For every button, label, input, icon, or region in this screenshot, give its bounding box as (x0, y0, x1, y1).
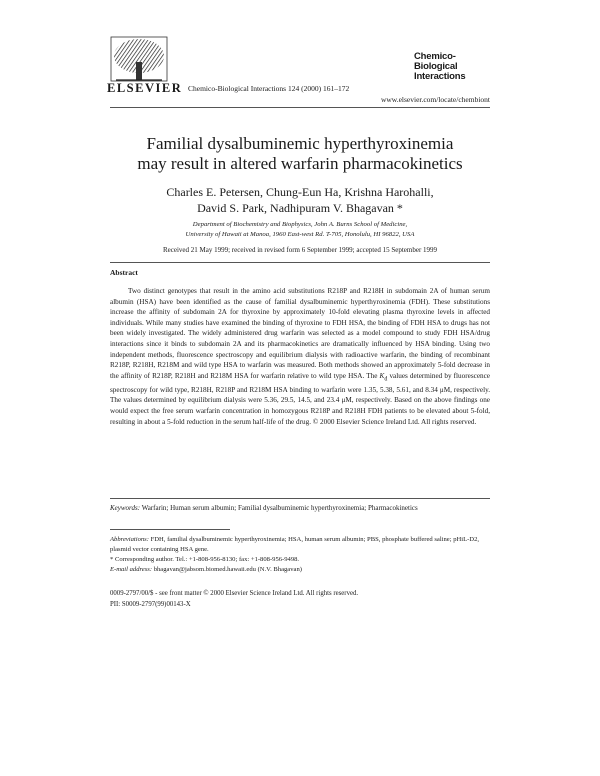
footnote-abbreviations (110, 535, 490, 555)
footnote-email (110, 565, 490, 575)
keywords (110, 503, 490, 514)
affiliation (110, 220, 490, 240)
title-line-2: may result in altered warfarin pharmacokinetics (137, 154, 463, 173)
footnotes (110, 535, 490, 575)
abstract-body (110, 286, 490, 427)
footer-issn: 0009-2797/00/$ - see front matter © 2000 Elsevier Science Ireland Ltd. All rights reserved. (110, 590, 359, 597)
affiliation-line-2: University of Hawaii at Manoa, 1960 East-west Rd. T-705, Honolulu, HI 96822, USA (185, 231, 415, 238)
author-list (110, 184, 490, 216)
journal-citation: Chemico-Biological Interactions 124 (2000) 161–172 (188, 84, 350, 93)
keywords-top-rule (110, 498, 490, 499)
received-dates: Received 21 May 1999; received in revised form 6 September 1999; accepted 15 September 1999 (162, 246, 438, 254)
abstract-kd-subscript: d (384, 376, 388, 383)
journal-brand-line-1: Chemico-Biological (414, 51, 458, 72)
keywords-text: Warfarin; Human serum albumin; Familial dysalbuminemic hyperthyroxinemia; Pharmacokinetics (140, 504, 418, 512)
footnote-corresponding: * Corresponding author. Tel.: +1-808-956-8130; fax: +1-808-956-9498. (110, 556, 300, 563)
abbreviations-text: FDH, familial dysalbuminemic hyperthyroxinemia; HSA, human serum albumin; PBS, phosphate buffered saline; pHiL-D2, plasmid vector containing HSA gene. (110, 536, 480, 553)
journal-brand-line-2: Interactions (414, 71, 466, 82)
email-label: E-mail address: (110, 566, 153, 573)
abbreviations-label: Abbreviations: (110, 536, 149, 543)
authors-line-2: David S. Park, Nadhipuram V. Bhagavan * (197, 201, 403, 215)
footer-pii: PII: S0009-2797(99)00143-X (110, 601, 191, 608)
keywords-label: Keywords: (110, 504, 141, 512)
journal-brand-logo (414, 52, 490, 82)
article-title (110, 134, 490, 174)
title-line-1: Familial dysalbuminemic hyperthyroxinemia (146, 134, 454, 153)
header-rule (110, 107, 490, 108)
footnote-rule (110, 529, 230, 530)
abstract-text-1: Two distinct genotypes that result in the amino acid substitutions R218P and R218H in subdomain 2A of human serum albumin (HSA) have been identified as the cause of familial dysalbuminemic hyperthyroxinemia (FDH). These substitutions increase the affinity of subdomain 2A for thyroxine by approximately 10-fold elevating plasma thyroxine levels in affected individuals. While many studies have examined the binding of thyroxine to FDH HSA, the binding of FDH HSA to drugs has not been widely investigated. The widely administered drug warfarin was selected as a model compound to study FDH HSA/drug interactions since it binds to subdomain 2A and its pharmacokinetics are dramatically influenced by HSA binding. Using two independent methods, fluorescence spectroscopy and equilibrium dialysis with radioactive warfarin, the binding of recombinant R218P, R218H, R218M and wild type HSA to warfarin was measured. Both methods showed an approximately 5-fold decrease in the affinity of R218P, R218H and R218M HSA for warfarin relative to wild type HSA. The (110, 287, 490, 380)
abstract-top-rule (110, 262, 490, 263)
abstract-heading: Abstract (110, 268, 138, 277)
elsevier-logo-text: ELSEVIER (107, 81, 183, 95)
elsevier-tree-logo (110, 36, 168, 82)
copyright-footer (110, 588, 358, 610)
affiliation-line-1: Department of Biochemistry and Biophysics, John A. Burns School of Medicine, (192, 221, 408, 228)
abstract-text-2: values determined by fluorescence spectroscopy for wild type, R218H, R218P and R218M HSA binding to warfarin were 1.35, 5.38, 5.61, and 8.34 μM, respectively. The values determined by equilibrium dialysis were 5.36, 29.5, 14.5, and 23.4 μM, respectively. Based on the above findings one would expect the free serum warfarin concentration in homozygous R218P and R218H FDH patients to be elevated about 5-fold, resulting in about a 5-fold reduction in the serum half-life of the drug. © 2000 Elsevier Science Ireland Ltd. All rights reserved. (110, 371, 490, 426)
abstract-kd-symbol: K (379, 371, 385, 380)
journal-url[interactable]: www.elsevier.com/locate/chembiont (380, 95, 490, 104)
email-address[interactable]: bhagavan@jabsom.biomed.hawaii.edu (N.V. Bhagavan) (152, 566, 302, 573)
authors-line-1: Charles E. Petersen, Chung-Eun Ha, Krishna Harohalli, (166, 185, 434, 199)
